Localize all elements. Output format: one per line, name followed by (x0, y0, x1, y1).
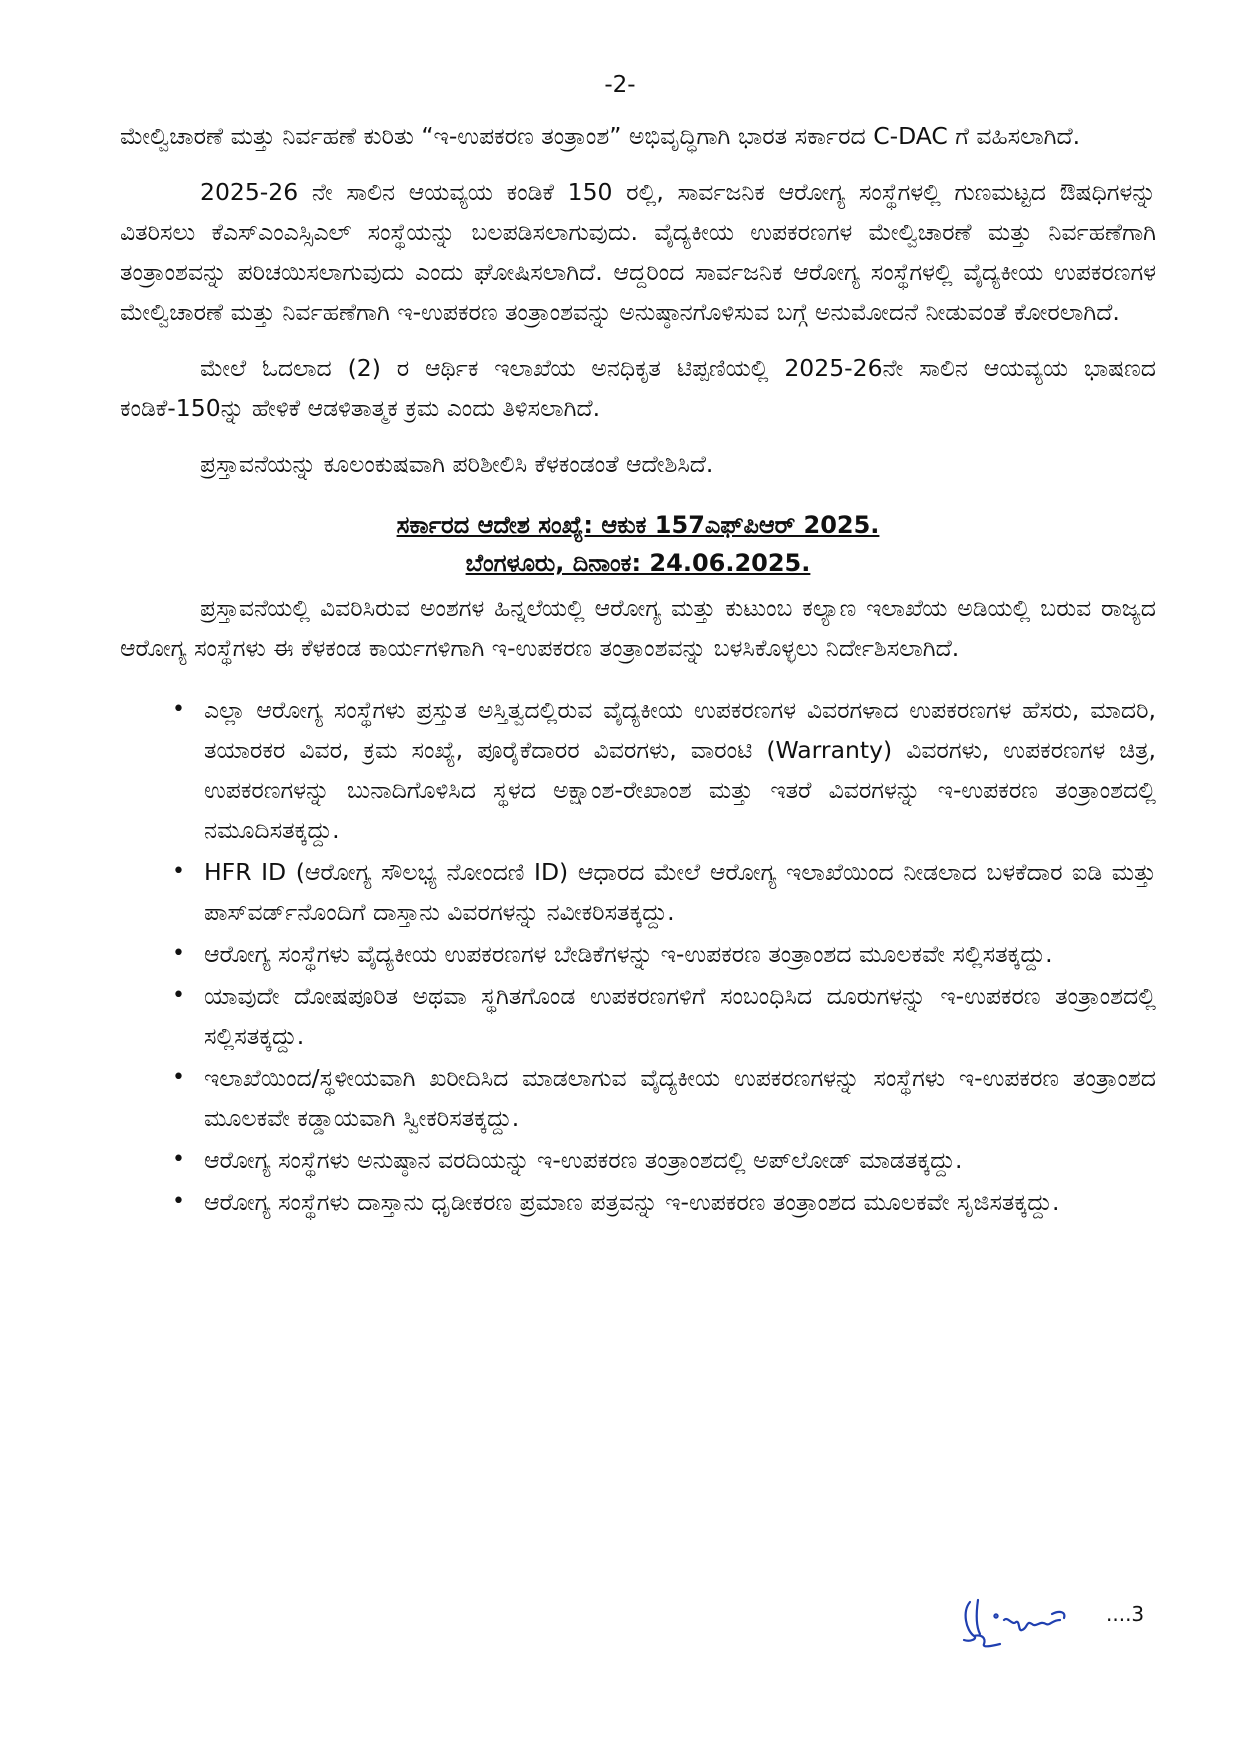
directive-text: ಯಾವುದೇ ದೋಷಪೂರಿತ ಅಥವಾ ಸ್ಥಗಿತಗೊಂಡ ಉಪಕರಣಗಳಿಗೆ ಸಂಬಂಧಿಸಿದ ದೂರುಗಳನ್ನು ಇ-ಉಪಕರಣ ತಂತ್ರಾಂಶದಲ್ಲಿ ಸಲ್ಲಿಸತಕ್ಕದ್ದು. (204, 982, 1156, 1050)
list-item (120, 852, 1156, 932)
directive-text: HFR ID (ಆರೋಗ್ಯ ಸೌಲಭ್ಯ ನೋಂದಣಿ ID) ಆಧಾರದ ಮೇಲೆ ಆರೋಗ್ಯ ಇಲಾಖೆಯಿಂದ ನೀಡಲಾದ ಬಳಕೆದಾರ ಐಡಿ ಮತ್ತು ಪಾಸ್‌ವರ್ಡ್‌ನೊಂದಿಗೆ ದಾಸ್ತಾನು ವಿವರಗಳನ್ನು ನವೀಕರಿಸತಕ್ಕದ್ದು. (204, 858, 1156, 926)
directive-text: ಇಲಾಖೆಯಿಂದ/ಸ್ಥಳೀಯವಾಗಿ ಖರೀದಿಸಿದ ಮಾಡಲಾಗುವ ವೈದ್ಯಕೀಯ ಉಪಕರಣಗಳನ್ನು ಸಂಸ್ಥೆಗಳು ಇ-ಉಪಕರಣ ತಂತ್ರಾಂಶದ ಮೂಲಕವೇ ಕಡ್ಡಾಯವಾಗಿ ಸ್ವೀಕರಿಸತಕ್ಕದ್ದು. (204, 1064, 1156, 1132)
paragraph-finance-note: ಮೇಲೆ ಓದಲಾದ (2) ರ ಆರ್ಥಿಕ ಇಲಾಖೆಯ ಅನಧಿಕೃತ ಟಿಪ್ಪಣಿಯಲ್ಲಿ 2025-26ನೇ ಸಾಲಿನ ಆಯವ್ಯಯ ಭಾಷಣದ ಕಂಡಿಕೆ-150ನ್ನು ಹೇಳಿಕೆ ಆಡಳಿತಾತ್ಮಕ ಕ್ರಮ ಎಂದು ತಿಳಿಸಲಾಗಿದೆ. (120, 354, 1156, 422)
bullet-icon: • (172, 983, 185, 1008)
bullet-icon: • (172, 697, 185, 722)
bullet-icon: • (172, 1065, 185, 1090)
handwritten-signature (956, 1590, 1086, 1660)
list-item (120, 690, 1156, 850)
bullet-icon: • (172, 859, 185, 884)
directive-text: ಆರೋಗ್ಯ ಸಂಸ್ಥೆಗಳು ದಾಸ್ತಾನು ಧೃಡೀಕರಣ ಪ್ರಮಾಣ ಪತ್ರವನ್ನು ಇ-ಉಪಕರಣ ತಂತ್ರಾಂಶದ ಮೂಲಕವೇ ಸೃಜಿಸತಕ್ಕದ್ದು. (204, 1188, 1060, 1216)
directive-text: ಆರೋಗ್ಯ ಸಂಸ್ಥೆಗಳು ಅನುಷ್ಠಾನ ವರದಿಯನ್ನು ಇ-ಉಪಕರಣ ತಂತ್ರಾಂಶದಲ್ಲಿ ಅಪ್‌ಲೋಡ್ ಮಾಡತಕ್ಕದ್ದು. (204, 1146, 963, 1174)
paragraph-order-statement: ಪ್ರಸ್ತಾವನೆಯನ್ನು ಕೂಲಂಕುಷವಾಗಿ ಪರಿಶೀಲಿಸಿ ಕೆಳಕಂಡಂತೆ ಆದೇಶಿಸಿದೆ. (200, 450, 714, 478)
order-number: ಸರ್ಕಾರದ ಆದೇಶ ಸಂಖ್ಯೆ: ಆಕುಕ 157ಎಫ್‌ಪಿಆರ್ 2025. (396, 511, 880, 539)
document-body (120, 116, 1156, 1224)
directives-list (120, 690, 1156, 1222)
page-number: -2- (604, 72, 636, 98)
directive-text: ಆರೋಗ್ಯ ಸಂಸ್ಥೆಗಳು ವೈದ್ಯಕೀಯ ಉಪಕರಣಗಳ ಬೇಡಿಕೆಗಳನ್ನು ಇ-ಉಪಕರಣ ತಂತ್ರಾಂಶದ ಮೂಲಕವೇ ಸಲ್ಲಿಸತಕ್ಕದ್ದು. (204, 940, 1053, 968)
list-item (120, 976, 1156, 1056)
list-item (120, 1182, 1156, 1222)
list-item (120, 1058, 1156, 1138)
order-heading (120, 506, 1156, 582)
bullet-icon: • (172, 941, 185, 966)
order-place-date: ಬೆಂಗಳೂರು, ದಿನಾಂಕ: 24.06.2025. (465, 549, 811, 577)
bullet-icon: • (172, 1189, 185, 1214)
list-item (120, 934, 1156, 974)
directive-text: ಎಲ್ಲಾ ಆರೋಗ್ಯ ಸಂಸ್ಥೆಗಳು ಪ್ರಸ್ತುತ ಅಸ್ತಿತ್ವದಲ್ಲಿರುವ ವೈದ್ಯಕೀಯ ಉಪಕರಣಗಳ ವಿವರಗಳಾದ ಉಪಕರಣಗಳ ಹೆಸರು, ಮಾದರಿ, ತಯಾರಕರ ವಿವರ, ಕ್ರಮ ಸಂಖ್ಯೆ, ಪೂರೈಕೆದಾರರ ವಿವರಗಳು, ವಾರಂಟಿ (Warranty) ವಿವರಗಳು, ಉಪಕರಣಗಳ ಚಿತ್ರ, ಉಪಕರಣಗಳನ್ನು ಬುನಾದಿಗೊಳಿಸಿದ ಸ್ಥಳದ ಅಕ್ಷಾಂಶ-ರೇಖಾಂಶ ಮತ್ತು ಇತರೆ ವಿವರಗಳನ್ನು ಇ-ಉಪಕರಣ ತಂತ್ರಾಂಶದಲ್ಲಿ ನಮೂದಿಸತಕ್ಕದ್ದು. (204, 696, 1156, 844)
paragraph-continuation: ಮೇಲ್ವಿಚಾರಣೆ ಮತ್ತು ನಿರ್ವಹಣೆ ಕುರಿತು “ಇ-ಉಪಕರಣ ತಂತ್ರಾಂಶ” ಅಭಿವೃದ್ಧಿಗಾಗಿ ಭಾರತ ಸರ್ಕಾರದ C-DAC ಗೆ ವಹಿಸಲಾಗಿದೆ. (120, 122, 1081, 150)
paragraph-order-intro: ಪ್ರಸ್ತಾವನೆಯಲ್ಲಿ ವಿವರಿಸಿರುವ ಅಂಶಗಳ ಹಿನ್ನಲೆಯಲ್ಲಿ ಆರೋಗ್ಯ ಮತ್ತು ಕುಟುಂಬ ಕಲ್ಯಾಣ ಇಲಾಖೆಯ ಅಡಿಯಲ್ಲಿ ಬರುವ ರಾಜ್ಯದ ಆರೋಗ್ಯ ಸಂಸ್ಥೆಗಳು ಈ ಕೆಳಕಂಡ ಕಾರ್ಯಗಳಿಗಾಗಿ ಇ-ಉಪಕರಣ ತಂತ್ರಾಂಶವನ್ನು ಬಳಸಿಕೊಳ್ಳಲು ನಿರ್ದೇಶಿಸಲಾಗಿದೆ. (120, 594, 1156, 662)
bullet-icon: • (172, 1147, 185, 1172)
paragraph-budget-announcement: 2025-26 ನೇ ಸಾಲಿನ ಆಯವ್ಯಯ ಕಂಡಿಕೆ 150 ರಲ್ಲಿ, ಸಾರ್ವಜನಿಕ ಆರೋಗ್ಯ ಸಂಸ್ಥೆಗಳಲ್ಲಿ ಗುಣಮಟ್ಟದ ಔಷಧಿಗಳನ್ನು ವಿತರಿಸಲು ಕೆಎಸ್ಎಂಎಸ್ಸಿಎಲ್ ಸಂಸ್ಥೆಯನ್ನು ಬಲಪಡಿಸಲಾಗುವುದು. ವೈದ್ಯಕೀಯ ಉಪಕರಣಗಳ ಮೇಲ್ವಿಚಾರಣೆ ಮತ್ತು ನಿರ್ವಹಣೆಗಾಗಿ ತಂತ್ರಾಂಶವನ್ನು ಪರಿಚಯಿಸಲಾಗುವುದು ಎಂದು ಘೋಷಿಸಲಾಗಿದೆ. ಆದ್ದರಿಂದ ಸಾರ್ವಜನಿಕ ಆರೋಗ್ಯ ಸಂಸ್ಥೆಗಳಲ್ಲಿ ವೈದ್ಯಕೀಯ ಉಪಕರಣಗಳ ಮೇಲ್ವಿಚಾರಣೆ ಮತ್ತು ನಿರ್ವಹಣೆಗಾಗಿ ಇ-ಉಪಕರಣ ತಂತ್ರಾಂಶವನ್ನು ಅನುಷ್ಠಾನಗೊಳಿಸುವ ಬಗ್ಗೆ ಅನುಮೋದನೆ ನೀಡುವಂತೆ ಕೋರಲಾಗಿದೆ. (120, 178, 1156, 326)
continuation-marker: ....3 (1106, 1602, 1145, 1626)
list-item (120, 1140, 1156, 1180)
